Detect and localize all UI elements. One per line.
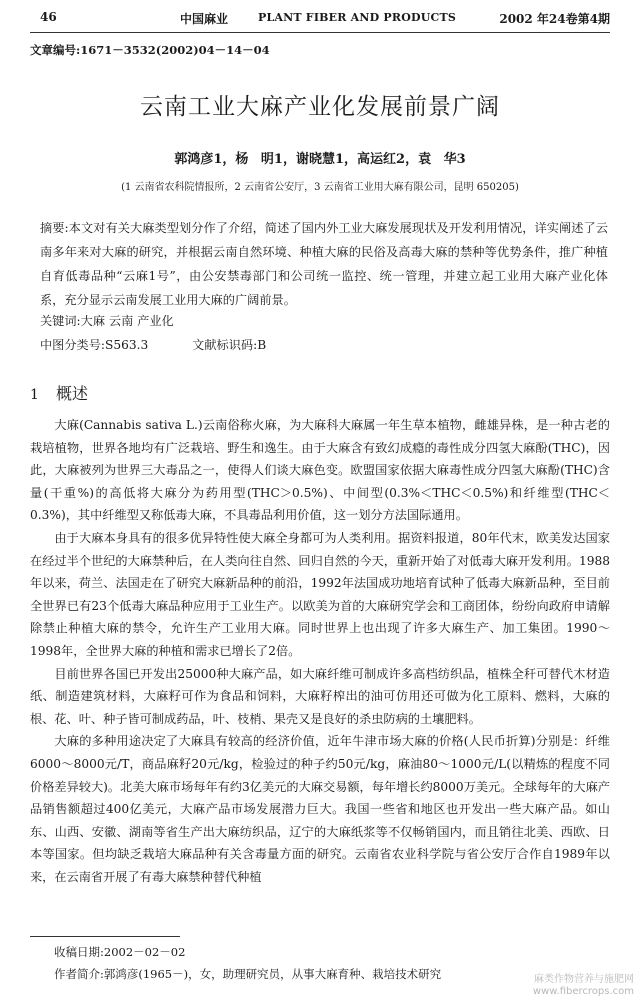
keywords: 关键词:大麻 云南 产业化	[40, 314, 174, 328]
section-title: 概述	[56, 384, 89, 403]
clc-number: 中图分类号:S563.3	[40, 338, 149, 352]
paragraph: 大麻(Cannabis sativa L.)云南俗称火麻，为大麻科大麻属一年生草本植物，雌雄异株，是一种古老的栽培植物，世界各地均有广泛栽培、野生和逸生。由于大麻含有致幻成瘾的毒性成分四氢大麻酚(THC)，因此，大麻被列为世界三大毒品之一，使得人们谈大麻色变。欧盟国家依据大麻毒性成分四氢大麻酚(THC)含量(干重%)的高低将大麻分为药用型(THC＞0.5%)、中间型(0.3%＜THC＜0.5%)和纤维型(THC＜0.3%)，其中纤维型又称低毒大麻，不具毒品利用价值，这一划分方法国际通用。	[30, 418, 610, 523]
journal-name-en: PLANT FIBER AND PRODUCTS	[258, 11, 456, 24]
document-code: 文献标识码:B	[192, 338, 267, 352]
site-watermark	[533, 974, 634, 998]
author-bio: 作者简介:郭鸿彦(1965－)，女，助理研究员，从事大麻育种、栽培技术研究	[54, 967, 442, 981]
author-list: 郭鸿彦1，杨 明1，谢晓慧1，高运红2，袁 华3	[174, 152, 466, 167]
body-text	[30, 414, 610, 888]
page-number: 46	[40, 10, 57, 24]
paragraph: 大麻的多种用途决定了大麻具有较高的经济价值，近年牛津市场大麻的价格(人民币折算)分别是：纤维6000～8000元/T，商品麻籽20元/kg，检验过的种子约50元/kg，麻油80～1000元/L(以精炼的程度不同价格差异较大)。北美大麻市场每年有约3亿美元的大麻交易额，每年增长约8000万美元。全球每年的大麻产品销售额超过400亿美元，大麻产品市场发展潜力巨大。我国一些省和地区也开发出一些大麻产品。如山东、山西、安徽、湖南等省生产出大麻纺织品，辽宁的大麻纸浆等不仅畅销国内，而且销往北美、西欧、日本等国家。但均缺乏栽培大麻品种有关含毒量方面的研究。云南省农业科学院与省公安厅合作自1989年以来，在云南省开展了有毒大麻禁种替代种植	[30, 734, 610, 884]
paragraph: 由于大麻本身具有的很多优异特性使大麻全身都可为人类利用。据资料报道，80年代末，欧美发达国家在经过半个世纪的大麻禁种后，在人类向往自然、回归自然的今天，重新开始了对低毒大麻开发利用。1988年以来，荷兰、法国走在了研究大麻新品种的前沿，1992年法国成功地培育试种了低毒大麻新品种，至目前全世界已有23个低毒大麻品种应用于工业生产。以欧美为首的大麻研究学会和工商团体，纷纷向政府申请解除禁止种植大麻的禁令，允许生产工业用大麻。同时世界上也出现了许多大麻生产、加工集团。1990～1998年，全世界大麻的种植和需求已增长了2倍。	[30, 530, 610, 658]
section-number: 1	[30, 387, 39, 403]
footnote-divider	[30, 936, 180, 937]
watermark-site-name: 麻类作物营养与施肥网	[534, 974, 634, 985]
paragraph: 目前世界各国已开发出25000种大麻产品，如大麻纤维可制成许多高档纺织品，植株全秆可替代木材造纸、制造建筑材料，大麻籽可作为食品和饲料，大麻籽榨出的油可仿用还可做为化工原料、燃料，大麻的根、花、叶、种子皆可制成药品，叶、枝梢、果壳又是良好的杀虫防病的土壤肥料。	[30, 666, 610, 726]
journal-name-cn: 中国麻业	[180, 12, 229, 26]
classification-line	[40, 336, 266, 353]
volume-issue: 2002 年24卷第4期	[499, 12, 610, 26]
watermark-url: www.fibercrops.com	[532, 986, 634, 997]
article-number: 文章编号:1671－3532(2002)04－14－04	[30, 43, 270, 57]
running-head	[30, 8, 610, 30]
received-date: 收稿日期:2002－02－02	[54, 945, 186, 959]
abstract: 摘要:本文对有关大麻类型划分作了介绍，简述了国内外工业大麻发展现状及开发利用情况，详实阐述了云南多年来对大麻的研究，并根据云南自然环境、种植大麻的民俗及高毒大麻的禁种等优势条件，推广种植自育低毒品种“云麻1号”，由公安禁毒部门和公司统一监控、统一管理，并建立起工业用大麻产业化体系，充分显示云南发展工业用大麻的广阔前景。	[40, 221, 608, 307]
affiliation: (1 云南省农科院情报所，2 云南省公安厅，3 云南省工业用大麻有限公司，昆明 650205)	[121, 182, 519, 193]
section-heading	[30, 381, 88, 404]
article-title: 云南工业大麻产业化发展前景广阔	[140, 94, 500, 120]
header-divider	[30, 32, 610, 33]
